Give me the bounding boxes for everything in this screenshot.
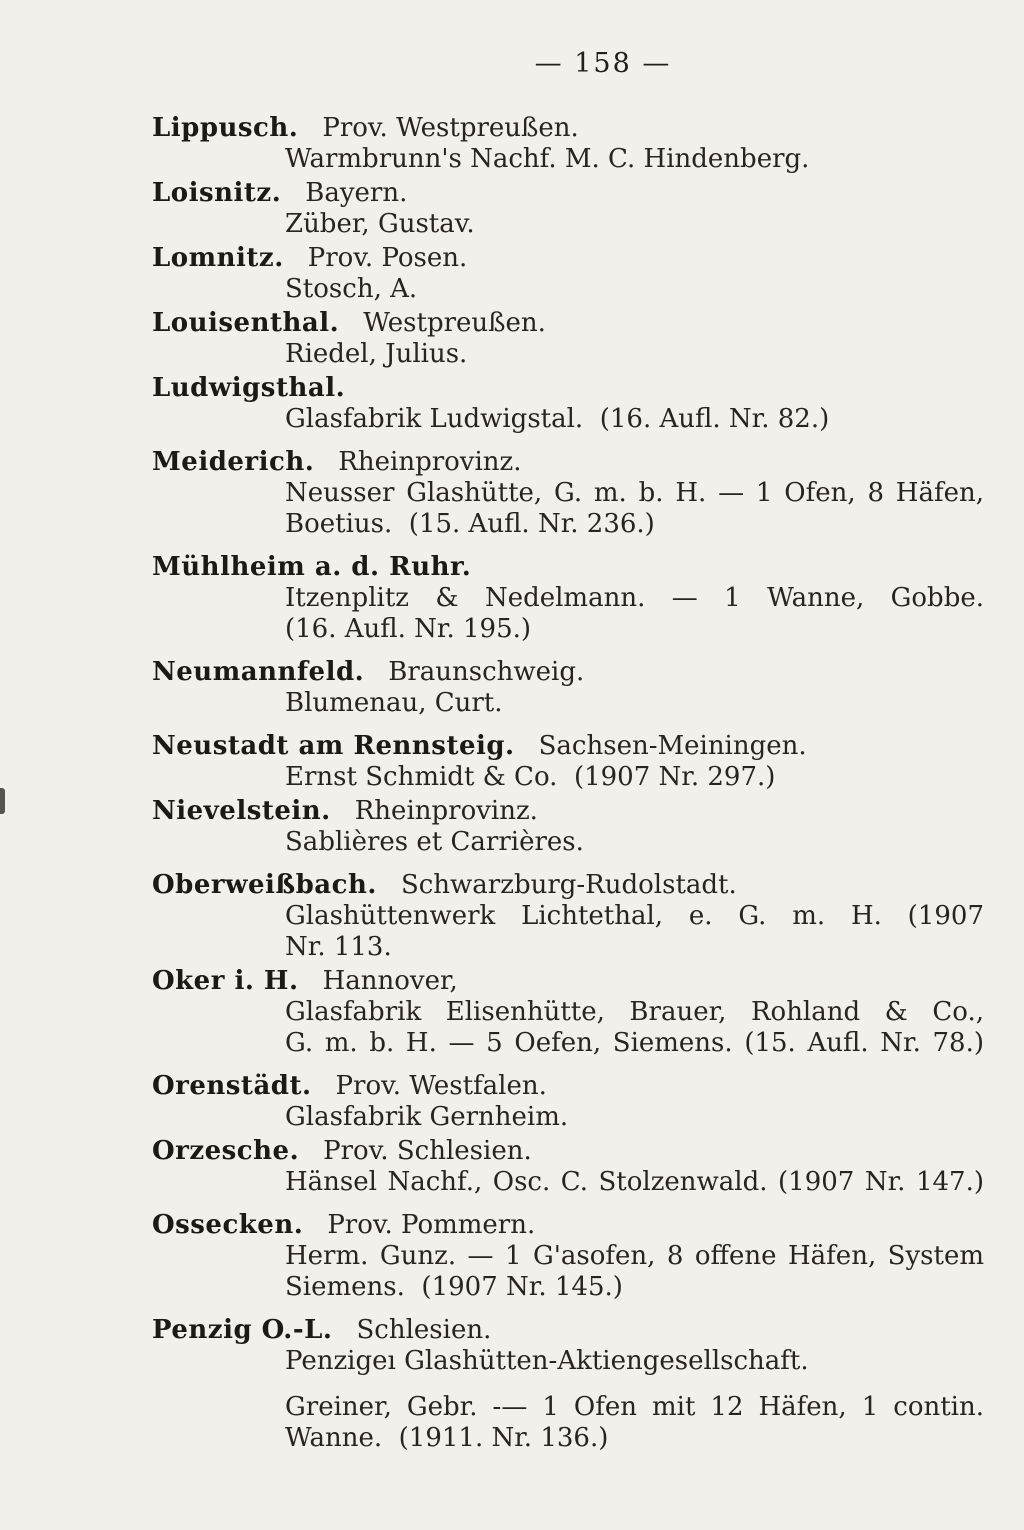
- entry-region: Rheinprovinz.: [354, 796, 538, 826]
- entry-place-name: Louisenthal.: [152, 308, 340, 338]
- entry-region: Sachsen-Meiningen.: [538, 731, 807, 761]
- entry-detail-line: G. m. b. H. — 5 Oefen, Siemens. (15. Aufl. Nr. 78.): [285, 1028, 984, 1058]
- entry-detail-line: Warmbrunn's Nachf. M. C. Hindenberg.: [285, 144, 810, 174]
- entry-region: Bayern.: [305, 178, 408, 208]
- entry-region: Prov. Pommern.: [327, 1210, 536, 1240]
- entry-place-name: Orzesche.: [152, 1136, 300, 1166]
- directory-entry: [152, 1071, 984, 1133]
- entry-detail-line: Glasfabrik Gernheim.: [285, 1102, 569, 1132]
- entry-place-name: Ludwigsthal.: [152, 373, 346, 403]
- entry-detail-line: Glasfabrik Ludwigstal. (16. Aufl. Nr. 82.): [285, 404, 830, 434]
- directory-entry: [152, 870, 984, 963]
- directory-list: [152, 113, 984, 1454]
- directory-entry: [152, 113, 984, 175]
- scan-edge-artifact: [0, 788, 5, 814]
- page-number: — 158 —: [534, 48, 672, 79]
- directory-entry: [152, 966, 984, 1059]
- entry-heading: [152, 796, 984, 827]
- directory-entry: [152, 243, 984, 305]
- entry-heading: [152, 657, 984, 688]
- directory-entry: [152, 373, 984, 435]
- directory-entry: [152, 1315, 984, 1454]
- entry-place-name: Lomnitz.: [152, 243, 284, 273]
- entry-detail-line: Hänsel Nachf., Osc. C. Stolzenwald. (1907 Nr. 147.): [285, 1167, 984, 1197]
- directory-entry: [152, 308, 984, 370]
- entry-detail-line: Boetius. (15. Aufl. Nr. 236.): [285, 509, 655, 539]
- entry-place-name: Nievelstein.: [152, 796, 331, 826]
- directory-entry: [152, 447, 984, 540]
- entry-detail-line: Herm. Gunz. — 1 G'asofen, 8 offene Häfen, System: [285, 1241, 984, 1271]
- entry-region: Prov. Posen.: [307, 243, 468, 273]
- entry-heading: [152, 870, 984, 901]
- entry-region: Braunschweig.: [388, 657, 585, 687]
- directory-entry: [152, 657, 984, 719]
- directory-entry: [152, 731, 984, 793]
- entry-region: Westpreußen.: [363, 308, 546, 338]
- entry-place-name: Meiderich.: [152, 447, 315, 477]
- entry-detail-line: Ernst Schmidt & Co. (1907 Nr. 297.): [285, 762, 776, 792]
- directory-entry: [152, 796, 984, 858]
- entry-detail-line: Siemens. (1907 Nr. 145.): [285, 1272, 623, 1302]
- entry-detail-line: Sablières et Carrières.: [285, 827, 584, 857]
- entry-detail-line: Itzenplitz & Nedelmann. — 1 Wanne, Gobbe.: [285, 583, 984, 613]
- directory-entry: [152, 1136, 984, 1198]
- entry-region: Prov. Schlesien.: [323, 1136, 532, 1166]
- entry-region: Prov. Westpreußen.: [322, 113, 579, 143]
- entry-place-name: Neustadt am Rennsteig.: [152, 731, 515, 761]
- entry-heading: [152, 1071, 984, 1102]
- entry-detail-line: Penzigeı Glashütten-Aktiengesellschaft.: [285, 1346, 809, 1376]
- entry-heading: [152, 243, 984, 274]
- entry-detail-line: (16. Aufl. Nr. 195.): [285, 614, 532, 644]
- entry-heading: [152, 731, 984, 762]
- entry-detail-line: Greiner, Gebr. -— 1 Ofen mit 12 Häfen, 1 contin.: [285, 1392, 984, 1422]
- entry-detail-line: Züber, Gustav.: [285, 209, 475, 239]
- entry-heading: [152, 1136, 984, 1167]
- entry-heading: [152, 178, 984, 209]
- entry-heading: [152, 1315, 984, 1346]
- entry-place-name: Oker i. H.: [152, 966, 299, 996]
- entry-heading: [152, 447, 984, 478]
- entry-detail-line: Wanne. (1911. Nr. 136.): [285, 1423, 609, 1453]
- entry-detail-line: Glashüttenwerk Lichtethal, e. G. m. H. (1907: [285, 901, 984, 931]
- entry-heading: [152, 552, 984, 583]
- entry-place-name: Penzig O.-L.: [152, 1315, 333, 1345]
- entry-heading: [152, 966, 984, 997]
- directory-entry: [152, 178, 984, 240]
- entry-region: Rheinprovinz.: [338, 447, 522, 477]
- entry-place-name: Mühlheim a. d. Ruhr.: [152, 552, 472, 582]
- entry-detail-line: Blumenau, Curt.: [285, 688, 503, 718]
- entry-detail-line: Nr. 113.: [285, 932, 392, 962]
- entry-heading: [152, 113, 984, 144]
- entry-place-name: Neumannfeld.: [152, 657, 365, 687]
- directory-entry: [152, 1210, 984, 1303]
- entry-heading: [152, 308, 984, 339]
- entry-place-name: Lippusch.: [152, 113, 299, 143]
- entry-region: Schwarzburg-Rudolstadt.: [400, 870, 737, 900]
- entry-place-name: Oberweißbach.: [152, 870, 377, 900]
- entry-heading: [152, 373, 984, 404]
- directory-entry: [152, 552, 984, 645]
- entry-detail-line: Riedel, Julius.: [285, 339, 468, 369]
- entry-place-name: Ossecken.: [152, 1210, 304, 1240]
- book-page: [152, 48, 984, 1454]
- entry-place-name: Loisnitz.: [152, 178, 282, 208]
- entry-region: Schlesien.: [356, 1315, 492, 1345]
- entry-heading: [152, 1210, 984, 1241]
- entry-region: Prov. Westfalen.: [335, 1071, 547, 1101]
- entry-place-name: Orenstädt.: [152, 1071, 312, 1101]
- entry-detail-line: Stosch, A.: [285, 274, 418, 304]
- entry-detail-line: Glasfabrik Elisenhütte, Brauer, Rohland & Co.,: [285, 997, 984, 1027]
- entry-detail-line: Neusser Glashütte, G. m. b. H. — 1 Ofen, 8 Häfen,: [285, 478, 984, 508]
- entry-region: Hannover,: [322, 966, 458, 996]
